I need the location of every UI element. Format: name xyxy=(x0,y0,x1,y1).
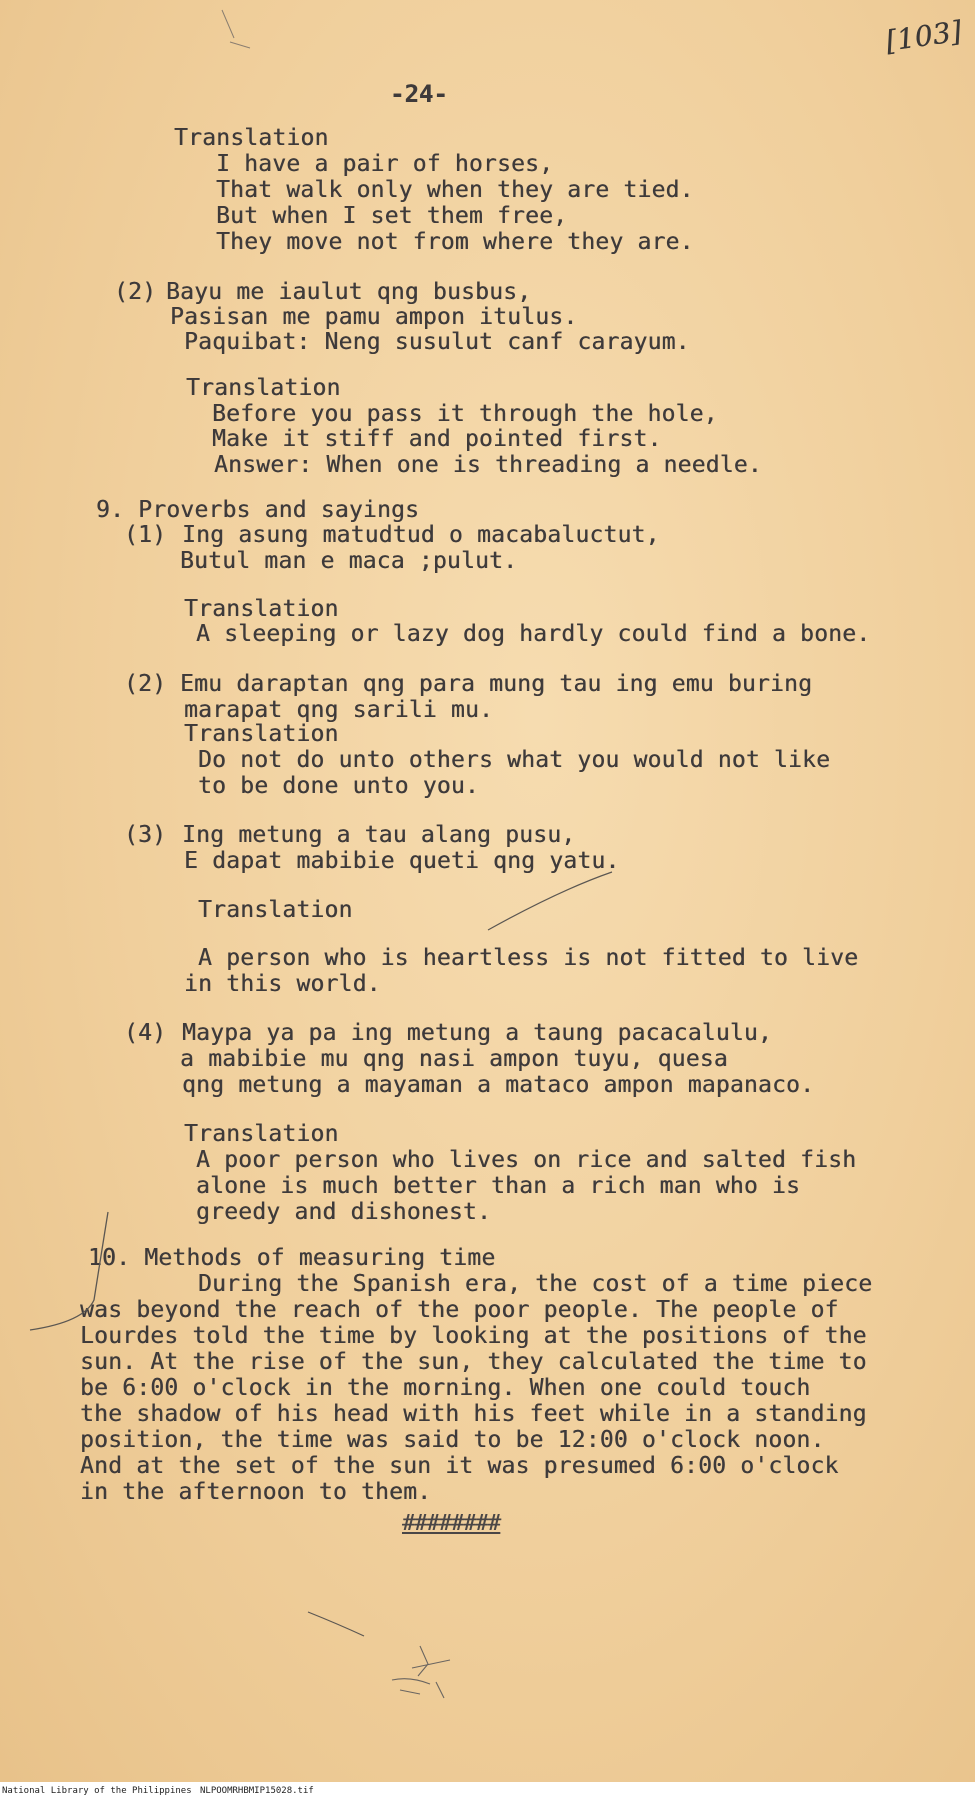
riddle-line: Pasisan me pamu ampon itulus. xyxy=(170,304,578,330)
end-mark: ######## xyxy=(402,1511,500,1536)
translation-heading: Translation xyxy=(186,375,341,401)
proverb-number: (4) xyxy=(124,1020,167,1046)
translation-line: That walk only when they are tied. xyxy=(216,177,694,203)
paragraph-line: the shadow of his head with his feet while in a standing xyxy=(80,1401,867,1427)
page-number: -24- xyxy=(390,80,448,108)
proverb-line: E dapat mabibie queti qng yatu. xyxy=(184,848,620,874)
translation-line: They move not from where they are. xyxy=(216,229,694,255)
translation-line: Make it stiff and pointed first. xyxy=(212,426,662,452)
translation-line: to be done unto you. xyxy=(198,773,479,799)
pencil-slash-mark xyxy=(488,872,612,930)
proverb-line: Emu daraptan qng para mung tau ing emu buring xyxy=(180,671,813,697)
translation-line: greedy and dishonest. xyxy=(196,1199,491,1225)
translation-heading: Translation xyxy=(184,721,339,747)
proverb-line: Ing asung matudtud o macabaluctut, xyxy=(182,522,660,548)
paragraph-line: be 6:00 o'clock in the morning. When one could touch xyxy=(80,1375,811,1401)
translation-line: A poor person who lives on rice and salted fish xyxy=(196,1147,857,1173)
proverb-line: a mabibie mu qng nasi ampon tuyu, quesa xyxy=(180,1046,728,1072)
riddle-line: Bayu me iaulut qng busbus, xyxy=(166,279,532,305)
translation-line: But when I set them free, xyxy=(216,203,568,229)
paragraph-line: position, the time was said to be 12:00 o'clock noon. xyxy=(80,1427,825,1453)
translation-heading: Translation xyxy=(174,125,329,151)
paragraph-line: And at the set of the sun it was presumed 6:00 o'clock xyxy=(80,1453,839,1479)
proverb-line: qng metung a mayaman a mataco ampon mapanaco. xyxy=(182,1072,815,1098)
section-heading: 9. Proverbs and sayings xyxy=(96,497,420,523)
proverb-number: (2) xyxy=(124,671,167,697)
archive-number-mark: [103] xyxy=(883,14,964,58)
translation-heading: Translation xyxy=(198,897,353,923)
scan-footer xyxy=(0,1782,975,1800)
paragraph-line: Lourdes told the time by looking at the positions of the xyxy=(80,1323,867,1349)
paragraph-line: was beyond the reach of the poor people. The people of xyxy=(80,1297,839,1323)
translation-line: A sleeping or lazy dog hardly could find a bone. xyxy=(196,621,871,647)
translation-heading: Translation xyxy=(184,1121,339,1147)
proverb-line: Butul man e maca ;pulut. xyxy=(180,548,518,574)
translation-line: Before you pass it through the hole, xyxy=(212,401,718,427)
translation-line: A person who is heartless is not fitted to live xyxy=(198,945,859,971)
translation-heading: Translation xyxy=(184,596,339,622)
footer-file-name: NLPOOMRHBMIP15028.tif xyxy=(200,1786,314,1796)
pencil-check-mark xyxy=(30,1212,108,1330)
proverb-number: (3) xyxy=(124,822,167,848)
translation-line: Do not do unto others what you would not like xyxy=(198,747,831,773)
paragraph-line: sun. At the rise of the sun, they calculated the time to xyxy=(80,1349,867,1375)
footer-library-name: National Library of the Philippines xyxy=(2,1786,192,1796)
proverb-line: Ing metung a tau alang pusu, xyxy=(182,822,576,848)
pencil-corner-tick xyxy=(222,10,250,48)
paragraph-line: During the Spanish era, the cost of a time piece xyxy=(198,1271,873,1297)
translation-line: in this world. xyxy=(184,971,381,997)
translation-line: I have a pair of horses, xyxy=(216,151,554,177)
initials-scribble xyxy=(392,1646,450,1698)
proverb-line: marapat qng sarili mu. xyxy=(184,697,494,723)
section-heading: 10. Methods of measuring time xyxy=(88,1245,496,1271)
translation-line: Answer: When one is threading a needle. xyxy=(214,452,762,478)
translation-line: alone is much better than a rich man who is xyxy=(196,1173,801,1199)
proverb-line: Maypa ya pa ing metung a taung pacacalulu, xyxy=(182,1020,772,1046)
paragraph-line: in the afternoon to them. xyxy=(80,1479,432,1505)
riddle-number: (2) xyxy=(114,279,157,305)
pencil-dash-mark xyxy=(308,1612,364,1636)
proverb-number: (1) xyxy=(124,522,167,548)
riddle-answer: Paquibat: Neng susulut canf carayum. xyxy=(184,329,690,355)
